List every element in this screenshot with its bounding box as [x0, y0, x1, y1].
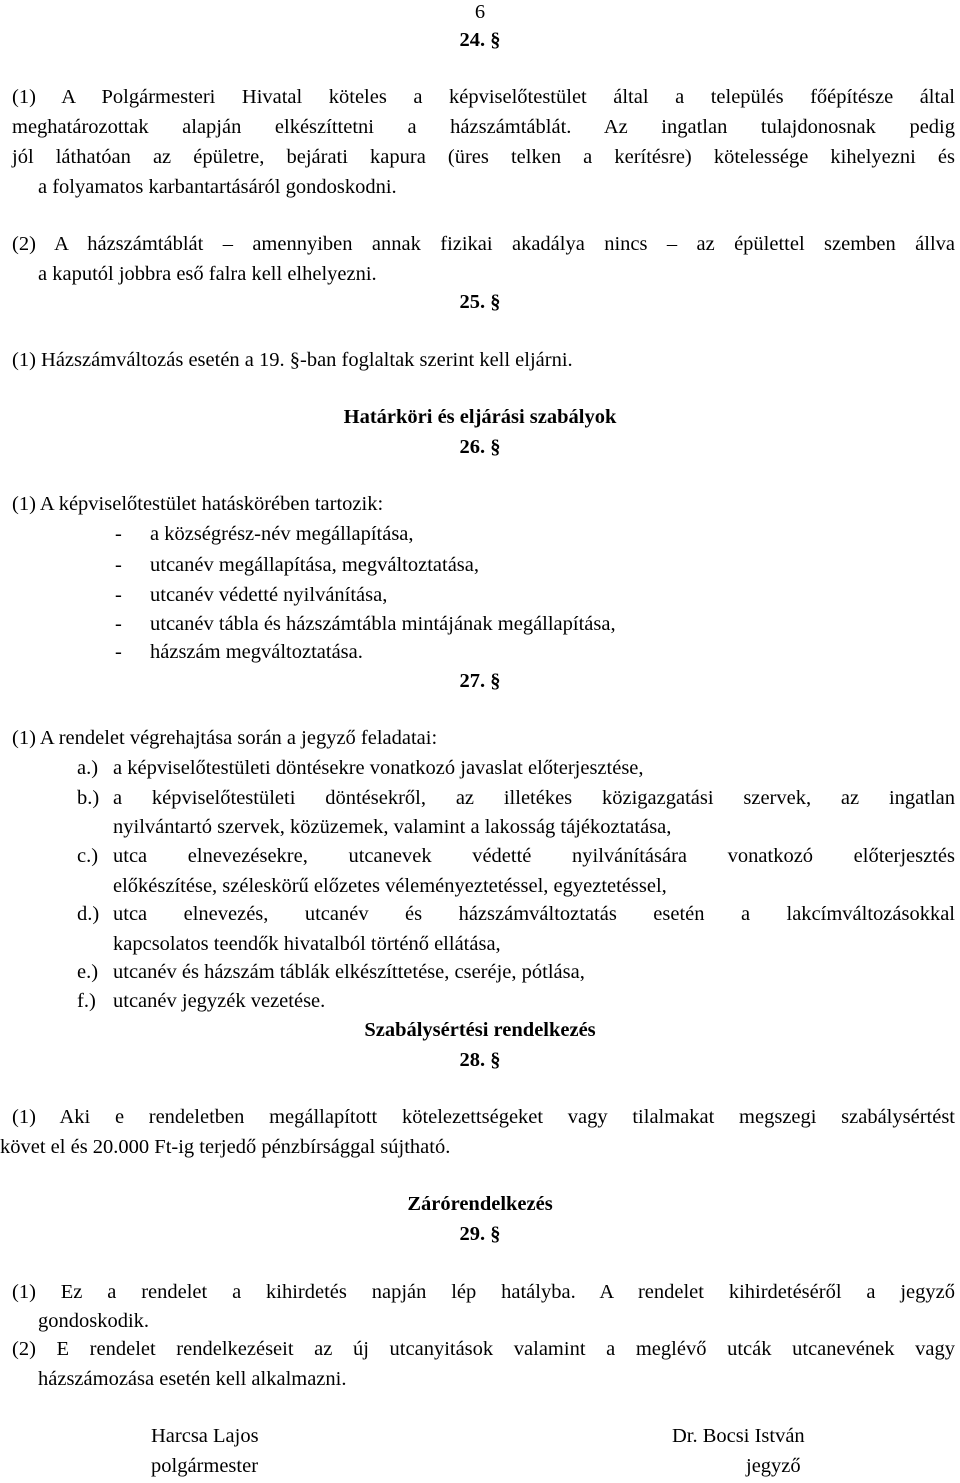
s28-p1-line-1: (1) Aki e rendeletben megállapított kötelezettségeket vagy tilalmakat megszegi szabálysértést: [12, 1106, 955, 1128]
s27-item-d-letter: d.): [77, 903, 100, 925]
s29-p1-line-1: (1) Ez a rendelet a kihirdetés napján lép hatályba. A rendelet kihirdetéséről a jegyző: [12, 1281, 955, 1303]
section-25-heading: 25. §: [459, 291, 501, 313]
title-hatarkori: Határköri és eljárási szabályok: [343, 406, 617, 428]
title-zaro: Zárórendelkezés: [407, 1193, 553, 1215]
s27-item-b-line-2: nyilvántartó szervek, közüzemek, valamint a lakosság tájékoztatása,: [113, 816, 672, 838]
s26-dash-4: -: [115, 613, 122, 635]
s26-item-4: utcanév tábla és házszámtábla mintájának megállapítása,: [150, 613, 616, 635]
title-szabalysertesi: Szabálysértési rendelkezés: [364, 1019, 596, 1041]
signature-left-title: polgármester: [151, 1455, 259, 1477]
section-29-heading: 29. §: [459, 1223, 501, 1245]
s29-p2-line-1: (2) E rendelet rendelkezéseit az új utcanyitások valamint a meglévő utcák utcanevének vagy: [12, 1338, 955, 1360]
s26-dash-5: -: [115, 641, 122, 663]
signature-right-title: jegyző: [746, 1455, 801, 1477]
section-27-heading: 27. §: [459, 670, 501, 692]
s24-p2-line-1: (2) A házszámtáblát – amennyiben annak fizikai akadálya nincs – az épülettel szemben állva: [12, 233, 955, 255]
page-number: 6: [474, 1, 486, 23]
s27-item-c-line-2: előkészítése, széleskörű előzetes véleményeztetéssel, egyeztetéssel,: [113, 875, 667, 897]
s24-p1-line-1: (1) A Polgármesteri Hivatal köteles a képviselőtestület által a település főépítésze által: [12, 86, 955, 108]
s27-item-a-letter: a.): [77, 757, 99, 779]
s27-item-c-letter: c.): [77, 845, 99, 867]
s29-p2-line-2: házszámozása esetén kell alkalmazni.: [38, 1368, 347, 1390]
s29-p1-line-2: gondoskodik.: [38, 1310, 150, 1332]
s27-item-f-line-1: utcanév jegyzék vezetése.: [113, 990, 326, 1012]
s24-p1-line-2: meghatározottak alapján elkészíttetni a házszámtáblát. Az ingatlan tulajdonosnak pedig: [12, 116, 955, 138]
s27-item-e-line-1: utcanév és házszám táblák elkészíttetése, cseréje, pótlása,: [113, 961, 585, 983]
signature-right-name: Dr. Bocsi István: [672, 1425, 805, 1447]
s24-p1-line-4: a folyamatos karbantartásáról gondoskodni.: [38, 176, 397, 198]
s27-intro: (1) A rendelet végrehajtása során a jegyző feladatai:: [12, 727, 438, 749]
s27-item-f-letter: f.): [77, 990, 96, 1012]
s26-dash-3: -: [115, 584, 122, 606]
s27-item-e-letter: e.): [77, 961, 99, 983]
s27-item-d-line-1: utca elnevezés, utcanév és házszámváltoztatás esetén a lakcímváltozásokkal: [113, 903, 955, 925]
section-26-heading: 26. §: [459, 436, 501, 458]
signature-left-name: Harcsa Lajos: [151, 1425, 259, 1447]
section-28-heading: 28. §: [459, 1049, 501, 1071]
s27-item-d-line-2: kapcsolatos teendők hivatalból történő ellátása,: [113, 933, 501, 955]
s26-dash-2: -: [115, 554, 122, 576]
s27-item-b-letter: b.): [77, 787, 100, 809]
s27-item-c-line-1: utca elnevezésekre, utcanevek védetté nyilvánítására vonatkozó előterjesztés: [113, 845, 955, 867]
s26-dash-1: -: [115, 523, 122, 545]
s24-p2-line-2: a kaputól jobbra eső falra kell elhelyezni.: [38, 263, 377, 285]
s24-p1-line-3: jól láthatóan az épületre, bejárati kapura (üres telken a kerítésre) kötelessége kihelyezni és: [12, 146, 955, 168]
s26-item-1: a községrész-név megállapítása,: [150, 523, 414, 545]
s27-item-a-line-1: a képviselőtestületi döntésekre vonatkozó javaslat előterjesztése,: [113, 757, 644, 779]
s26-intro: (1) A képviselőtestület hatáskörében tartozik:: [12, 493, 384, 515]
s27-item-b-line-1: a képviselőtestületi döntésekről, az illetékes közigazgatási szervek, az ingatlan: [113, 787, 955, 809]
s26-item-3: utcanév védetté nyilvánítása,: [150, 584, 388, 606]
s25-p1: (1) Házszámváltozás esetén a 19. §-ban foglaltak szerint kell eljárni.: [12, 349, 573, 371]
section-24-heading: 24. §: [459, 29, 501, 51]
s28-p1-line-2: követ el és 20.000 Ft-ig terjedő pénzbírsággal sújtható.: [0, 1136, 451, 1158]
s26-item-5: házszám megváltoztatása.: [150, 641, 363, 663]
s26-item-2: utcanév megállapítása, megváltoztatása,: [150, 554, 479, 576]
